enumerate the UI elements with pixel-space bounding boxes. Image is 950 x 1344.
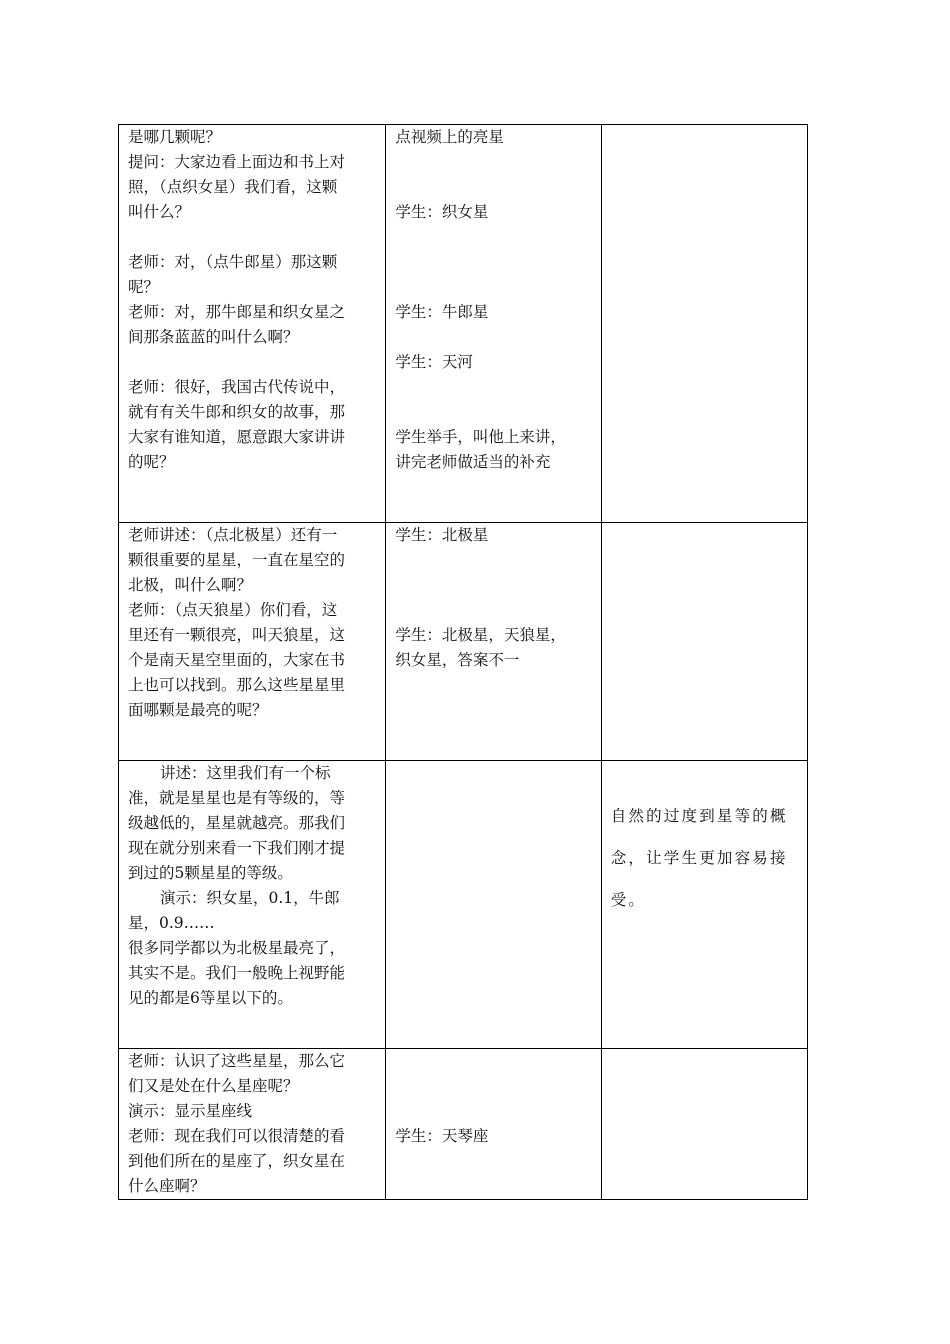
teacher-line: 老师：（点天狼星）你们看，这 (128, 601, 338, 619)
teacher-cell (119, 1049, 386, 1200)
student-cell (386, 761, 601, 1049)
blank-line (395, 400, 591, 425)
teacher-line: 老师：对，（点牛郎星）那这颗 (128, 253, 338, 271)
student-line: 学生：北极星，天狼星， (395, 626, 566, 644)
blank-line (395, 275, 591, 300)
notes-cell (601, 1049, 807, 1200)
lesson-plan-table (118, 124, 808, 1200)
teacher-cell (119, 761, 386, 1049)
teacher-line: 里还有一颗很亮，叫天狼星，这 (128, 626, 346, 644)
teacher-line: 见的都是6等星以下的。 (128, 989, 293, 1007)
teacher-line: 叫什么？ (128, 203, 191, 221)
teacher-line: 就有有关牛郎和织女的故事，那 (128, 403, 346, 421)
student-line: 点视频上的亮星 (395, 128, 504, 146)
teacher-line: 面哪颗是最亮的呢？ (128, 701, 268, 719)
table-row (119, 1049, 808, 1200)
teacher-line: 到他们所在的星座了，织女星在 (128, 1152, 346, 1170)
teacher-line: 照，（点织女星）我们看，这颗 (128, 178, 338, 196)
teacher-line: 很多同学都以为北极星最亮了， (128, 939, 346, 957)
teacher-line: 北极，叫什么啊？ (128, 576, 253, 594)
teacher-line: 的呢？ (128, 453, 175, 471)
teacher-line: 级越低的，星星就越亮。那我们 (128, 814, 346, 832)
table-row (119, 125, 808, 523)
student-line: 学生：天琴座 (395, 1127, 489, 1145)
teacher-line: 现在就分别来看一下我们刚才提 (128, 839, 346, 857)
table-row (119, 523, 808, 761)
teacher-line: 讲述：这里我们有一个标 (160, 764, 331, 782)
teacher-line: 老师：很好，我国古代传说中， (128, 378, 346, 396)
teacher-line: 到过的5颗星星的等级。 (128, 864, 293, 882)
blank-line (395, 175, 591, 200)
student-line: 学生：北极星 (395, 526, 489, 544)
teacher-line: 间那条蓝蓝的叫什么啊？ (128, 328, 299, 346)
teacher-line: 个是南天星空里面的，大家在书 (128, 651, 346, 669)
blank-line (395, 573, 591, 598)
student-cell (386, 125, 601, 523)
blank-line (395, 548, 591, 573)
notes-cell (601, 523, 807, 761)
notes-cell (601, 125, 807, 523)
teacher-cell (119, 523, 386, 761)
blank-line (395, 598, 591, 623)
student-line: 讲完老师做适当的补充 (395, 453, 551, 471)
student-line: 学生举手，叫他上来讲， (395, 428, 566, 446)
student-line: 织女星，答案不一 (395, 651, 520, 669)
teacher-line: 老师：认识了这些星星，那么它 (128, 1052, 346, 1070)
blank-line (395, 1074, 591, 1099)
teacher-line: 们又是处在什么星座呢？ (128, 1077, 299, 1095)
teacher-line: 其实不是。我们一般晚上视野能 (128, 964, 346, 982)
blank-line (395, 1099, 591, 1124)
teacher-line: 星，0.9…… (128, 914, 215, 932)
blank-line (395, 250, 591, 275)
teacher-cell (119, 125, 386, 523)
blank-line (395, 375, 591, 400)
student-cell (386, 1049, 601, 1200)
blank-line (395, 325, 591, 350)
blank-line (128, 350, 376, 375)
blank-line (395, 225, 591, 250)
teacher-line: 老师讲述：（点北极星）还有一 (128, 526, 338, 544)
table-row (119, 761, 808, 1049)
notes-cell (601, 761, 807, 1049)
teacher-line: 老师：对，那牛郎星和织女星之 (128, 303, 346, 321)
notes-text: 自然的过度到星等的概念，让学生更加容易接受。 (610, 807, 788, 909)
teacher-line: 呢？ (128, 278, 160, 296)
blank-line (128, 225, 376, 250)
teacher-line: 准，就是星星也是有等级的，等 (128, 789, 346, 807)
student-line: 学生：牛郎星 (395, 303, 489, 321)
teacher-line: 什么座啊？ (128, 1177, 206, 1195)
blank-line (395, 1049, 591, 1074)
student-cell (386, 523, 601, 761)
student-line: 学生：天河 (395, 353, 473, 371)
blank-line (395, 150, 591, 175)
teacher-line: 演示：织女星，0.1，牛郎 (160, 889, 340, 907)
teacher-line: 大家有谁知道，愿意跟大家讲讲 (128, 428, 346, 446)
teacher-line: 老师：现在我们可以很清楚的看 (128, 1127, 346, 1145)
teacher-line: 是哪几颗呢？ (128, 128, 222, 146)
teacher-line: 颗很重要的星星，一直在星空的 (128, 551, 346, 569)
teacher-line: 提问：大家边看上面边和书上对 (128, 153, 346, 171)
student-line: 学生：织女星 (395, 203, 489, 221)
teacher-line: 上也可以找到。那么这些星星里 (128, 676, 346, 694)
teacher-line: 演示：显示星座线 (128, 1102, 253, 1120)
